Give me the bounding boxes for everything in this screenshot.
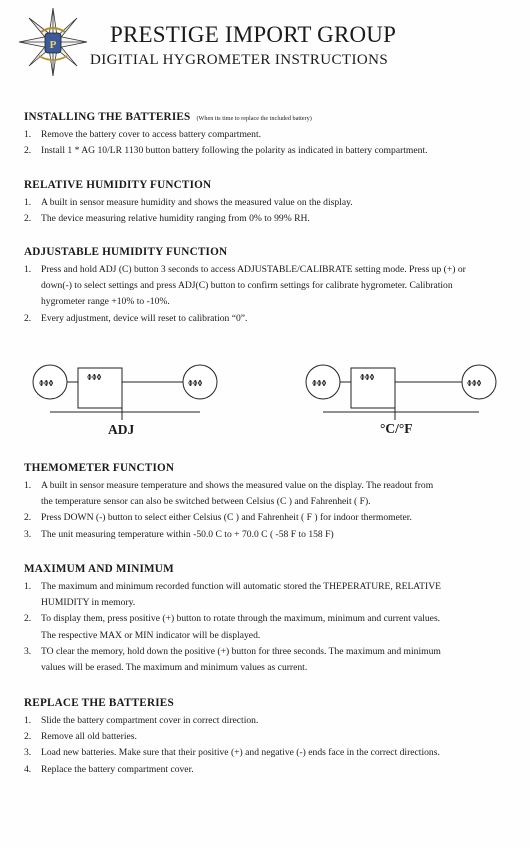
list-item: 2. Remove all old batteries.	[24, 731, 137, 743]
section-relative-humidity	[24, 179, 516, 227]
diagram-adj-label: ADJ	[108, 422, 135, 437]
list-item: 3. The unit measuring temperature within -50.0 C to + 70.0 C ( -58 F to 158 F)	[24, 528, 334, 540]
list-item: 1. The maximum and minimum recorded function will automatic stored the THEPERATURE, RELATIVE	[24, 581, 442, 592]
list-item-continuation: the temperature sensor can also be switched between Celsius (C ) and Fahrenheit ( F).	[41, 496, 371, 508]
section-thermometer	[24, 462, 516, 543]
svg-text:ΦΦΦ: ΦΦΦ	[87, 373, 102, 382]
list-item: 2. Every adjustment, device will reset to calibration “0”.	[24, 312, 248, 324]
list-item: 1. A built in sensor measure temperature and shows the measured value on the display. The readout from	[24, 480, 434, 491]
svg-text:ΦΦΦ: ΦΦΦ	[360, 373, 375, 382]
document-subtitle: DIGITIAL HYGROMETER INSTRUCTIONS	[90, 52, 389, 68]
section-replace-batteries	[24, 697, 516, 778]
company-name: PRESTIGE IMPORT GROUP	[110, 22, 397, 47]
svg-text:ΦΦΦ: ΦΦΦ	[39, 379, 54, 388]
list-item: 1. Slide the battery compartment cover in correct direction.	[24, 715, 259, 726]
section-installing-batteries	[24, 111, 516, 159]
section-adjustable-humidity	[24, 246, 516, 327]
list-item: 4. Replace the battery compartment cover.	[24, 763, 194, 775]
section-heading: INSTALLING THE BATTERIES (When its time to replace the included battery)	[24, 111, 312, 123]
crest-star-icon	[17, 6, 89, 78]
list-item: 3. Load new batteries. Make sure that their positive (+) and negative (-) ends face in the correct directions.	[24, 747, 440, 759]
list-item: 1. A built in sensor measure humidity and shows the measured value on the display.	[24, 197, 353, 208]
list-item: 1. Remove the battery cover to access battery compartment.	[24, 129, 262, 140]
diagram-temp-unit-label: °C/°F	[380, 421, 413, 436]
list-item: 2. To display them, press positive (+) button to rotate through the maximum, minimum and current values.	[24, 613, 441, 625]
svg-text:ΦΦΦ: ΦΦΦ	[467, 379, 482, 388]
list-item-continuation: HUMIDITY in memory.	[41, 597, 136, 609]
section-heading: MAXIMUM AND MINIMUM	[24, 563, 174, 575]
list-item: 3. TO clear the memory, hold down the positive (+) button for three seconds. The maximum and minimum	[24, 645, 441, 657]
list-item-continuation: hygrometer range +10% to -10%.	[41, 296, 170, 308]
list-item-continuation: values will be erased. The maximum and minimum values as current.	[41, 662, 308, 674]
section-heading: RELATIVE HUMIDITY FUNCTION	[24, 179, 212, 191]
list-item: 2. Install 1 * AG 10/LR 1130 button battery following the polarity as indicated in battery compartment.	[24, 145, 428, 157]
section-heading: ADJUSTABLE HUMIDITY FUNCTION	[24, 246, 228, 258]
list-item: 2. The device measuring relative humidity ranging from 0% to 99% RH.	[24, 213, 310, 225]
section-heading: REPLACE THE BATTERIES	[24, 697, 174, 709]
svg-text:P: P	[49, 39, 57, 51]
svg-text:ΦΦΦ: ΦΦΦ	[312, 379, 327, 388]
list-item-continuation: down(-) to select settings and press ADJ(C) button to confirm settings for calibrate hygrometer. Calibration	[41, 280, 453, 292]
section-max-min	[24, 563, 516, 676]
section-note: (When its time to replace the included battery)	[196, 115, 312, 122]
diagram-adj	[30, 362, 220, 422]
list-item: 2. Press DOWN (-) button to select either Celsius (C ) and Fahrenheit ( F ) for indoor thermometer.	[24, 512, 412, 524]
svg-text:ΦΦΦ: ΦΦΦ	[188, 379, 203, 388]
section-heading: THEMOMETER FUNCTION	[24, 462, 175, 474]
diagram-temp-unit	[303, 362, 503, 422]
list-item: 1. Press and hold ADJ (C) button 3 seconds to access ADJUSTABLE/CALIBRATE setting mode. Press up (+) or	[24, 264, 466, 275]
list-item-continuation: The respective MAX or MIN indicator will be displayed.	[41, 629, 261, 641]
